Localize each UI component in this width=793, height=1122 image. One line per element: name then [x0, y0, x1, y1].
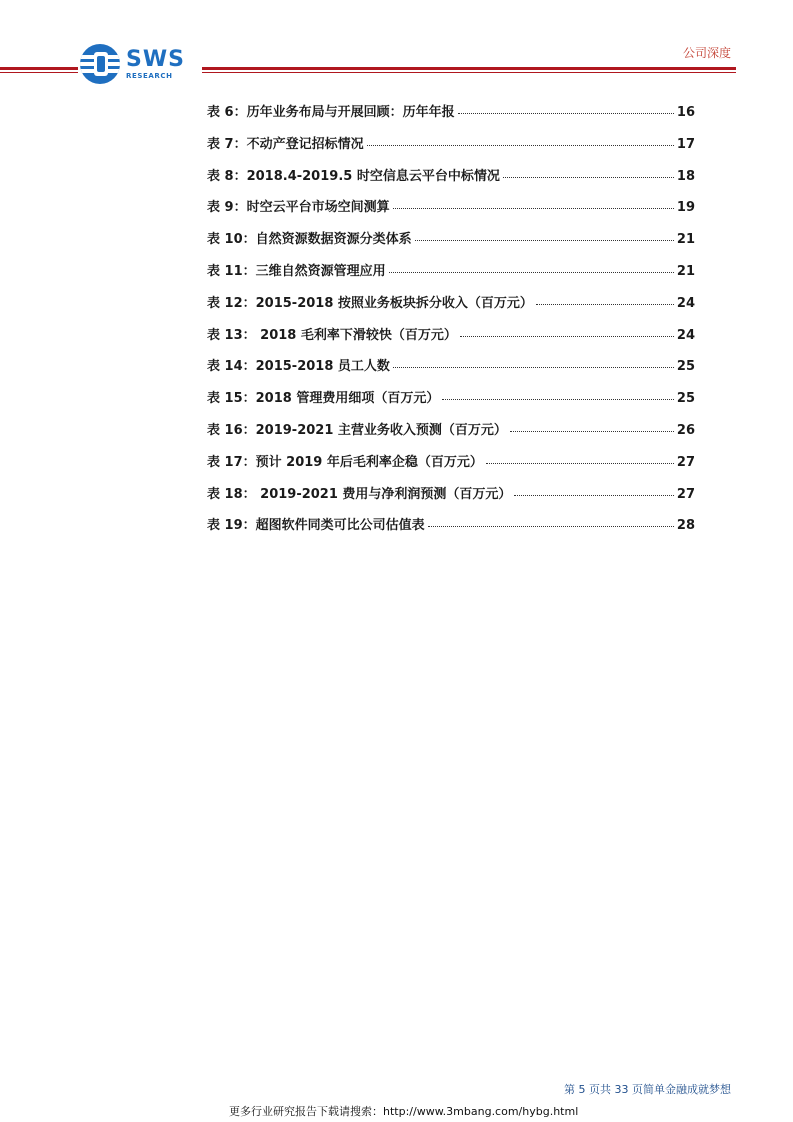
toc-leader-dots	[393, 195, 674, 209]
toc-entry-label: 表 10：自然资源数据资源分类体系	[207, 232, 412, 248]
toc-entry-page: 24	[676, 295, 695, 311]
toc-entry-page: 21	[676, 232, 695, 248]
toc-entry[interactable]	[207, 513, 695, 545]
toc-leader-dots	[393, 354, 674, 368]
toc-entry[interactable]	[207, 100, 695, 132]
toc-entry[interactable]	[207, 482, 695, 514]
toc-entry-label: 表 18： 2019-2021 费用与净利润预测（百万元）	[207, 486, 512, 502]
toc-entry-label: 表 15：2018 管理费用细项（百万元）	[207, 391, 440, 407]
footer-more-reports: 更多行业研究报告下载请搜索：http://www.3mbang.com/hybg.html	[229, 1105, 579, 1118]
toc-leader-dots	[536, 291, 674, 305]
toc-entry-page: 26	[676, 422, 695, 438]
toc-entry[interactable]	[207, 323, 695, 355]
toc-leader-dots	[486, 450, 674, 464]
table-of-contents	[207, 100, 695, 545]
toc-entry-label: 表 9：时空云平台市场空间测算	[207, 200, 390, 216]
toc-entry[interactable]	[207, 450, 695, 482]
toc-entry-label: 表 14：2015-2018 员工人数	[207, 359, 390, 375]
toc-entry-label: 表 11：三维自然资源管理应用	[207, 263, 386, 279]
toc-entry-page: 24	[676, 327, 695, 343]
sws-logo-icon	[80, 44, 120, 84]
report-type-tag: 公司深度	[682, 46, 731, 60]
logo-main-text: SWS	[126, 46, 185, 72]
toc-entry-page: 16	[676, 105, 695, 120]
toc-entry-page: 19	[676, 200, 695, 216]
toc-leader-dots	[428, 513, 674, 527]
toc-entry-label: 表 17：预计 2019 年后毛利率企稳（百万元）	[207, 454, 483, 470]
toc-entry-label: 表 6：历年业务布局与开展回顾：历年年报	[207, 105, 455, 120]
toc-entry-page: 18	[676, 168, 695, 184]
toc-entry-label: 表 16：2019-2021 主营业务收入预测（百万元）	[207, 422, 507, 438]
toc-entry-label: 表 12：2015-2018 按照业务板块拆分收入（百万元）	[207, 295, 533, 311]
toc-leader-dots	[460, 323, 674, 337]
logo-sub-text: RESEARCH	[126, 71, 173, 80]
toc-entry-page: 21	[676, 263, 695, 279]
toc-entry[interactable]	[207, 354, 695, 386]
header-rule-right	[202, 67, 736, 73]
toc-leader-dots	[458, 100, 674, 114]
toc-entry[interactable]	[207, 386, 695, 418]
toc-leader-dots	[367, 132, 674, 146]
logo-text	[126, 46, 185, 80]
toc-leader-dots	[442, 386, 674, 400]
toc-leader-dots	[514, 482, 673, 496]
toc-entry-page: 17	[676, 136, 695, 152]
toc-entry[interactable]	[207, 227, 695, 259]
toc-entry[interactable]	[207, 164, 695, 196]
toc-entry-label: 表 7：不动产登记招标情况	[207, 136, 364, 152]
toc-entry-page: 28	[676, 518, 695, 534]
toc-leader-dots	[389, 259, 674, 273]
toc-entry-label: 表 13： 2018 毛利率下滑较快（百万元）	[207, 327, 457, 343]
sws-logo	[80, 44, 185, 84]
page-header	[0, 0, 793, 90]
toc-entry-page: 25	[676, 359, 695, 375]
toc-entry[interactable]	[207, 291, 695, 323]
toc-entry-label: 表 8：2018.4-2019.5 时空信息云平台中标情况	[207, 168, 500, 184]
toc-leader-dots	[503, 164, 674, 178]
toc-entry-page: 27	[676, 486, 695, 502]
toc-entry[interactable]	[207, 132, 695, 164]
toc-leader-dots	[415, 227, 674, 241]
toc-entry-page: 27	[676, 454, 695, 470]
footer-page-info: 第 5 页共 33 页简单金融成就梦想	[564, 1083, 731, 1096]
toc-entry-page: 25	[676, 391, 695, 407]
header-rule-left	[0, 67, 78, 73]
toc-entry[interactable]	[207, 418, 695, 450]
toc-entry-label: 表 19：超图软件同类可比公司估值表	[207, 518, 425, 534]
toc-entry[interactable]	[207, 259, 695, 291]
toc-leader-dots	[510, 418, 674, 432]
toc-entry[interactable]	[207, 195, 695, 227]
